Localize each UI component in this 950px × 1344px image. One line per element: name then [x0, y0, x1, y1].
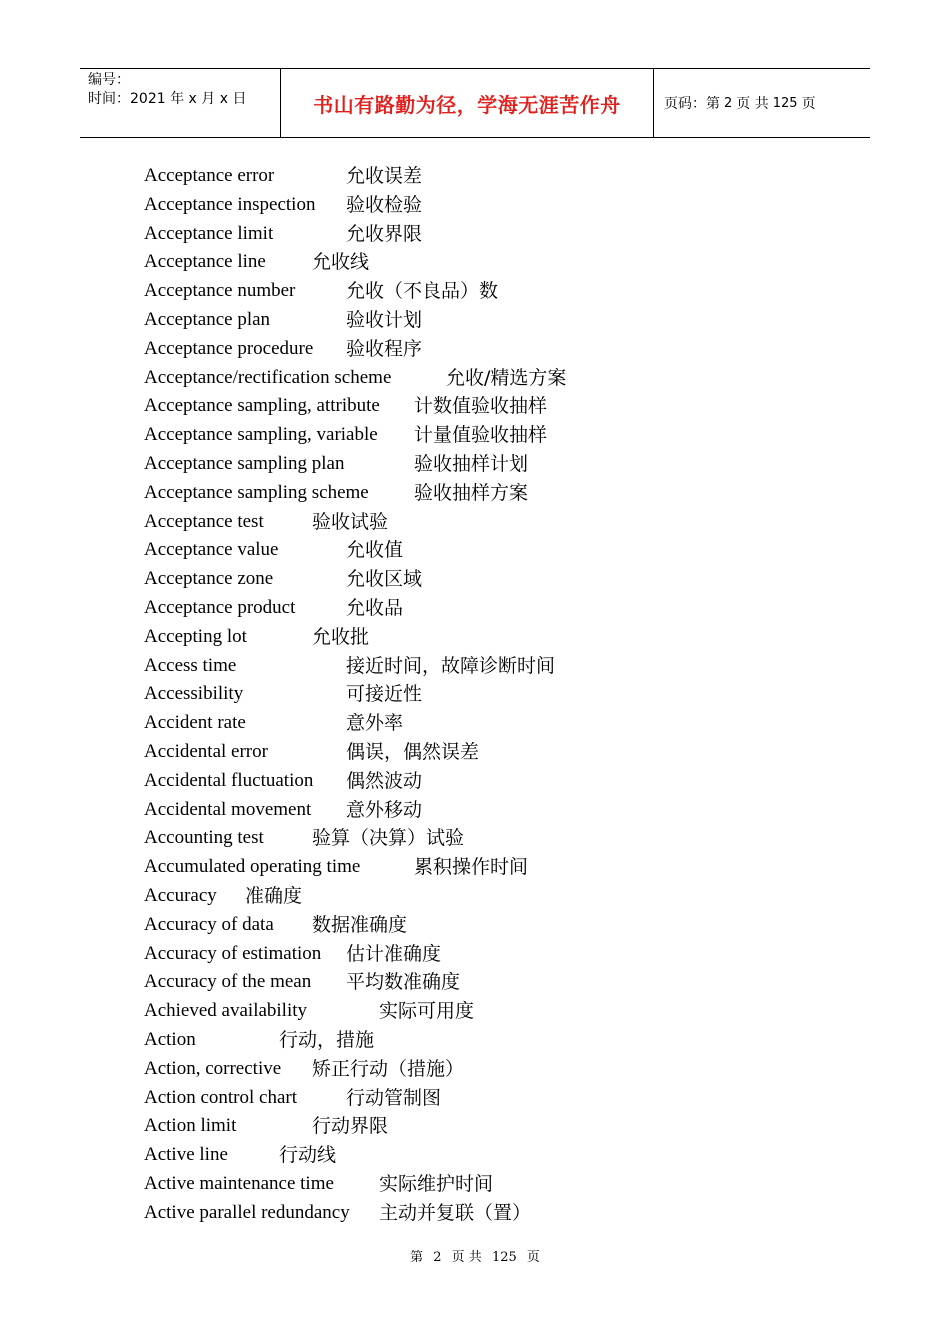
- footer-total: 125: [491, 1250, 517, 1265]
- entry-term: Acceptance plan: [144, 308, 271, 330]
- glossary-entry: [144, 479, 844, 508]
- header-meta: [80, 69, 281, 137]
- entry-term: Acceptance zone: [144, 568, 274, 590]
- glossary-entry: [144, 306, 844, 335]
- page-mid: 页 共: [736, 96, 769, 112]
- entry-translation: 允收品: [346, 596, 404, 619]
- glossary-entry: [144, 882, 844, 911]
- entry-term: Action limit: [144, 1115, 237, 1137]
- entry-term: Accumulated operating time: [144, 856, 361, 878]
- glossary-entry: [144, 191, 844, 220]
- glossary-entry: [144, 1026, 844, 1055]
- entry-translation: 准确度: [245, 884, 303, 907]
- entry-term: Accessibility: [144, 683, 244, 705]
- motto-text: 书山有路勤为径，学海无涯苦作舟: [313, 92, 621, 117]
- glossary-entry: [144, 277, 844, 306]
- entry-translation: 计量值验收抽样: [414, 424, 548, 447]
- entry-translation: 行动线: [279, 1144, 337, 1167]
- page-current: 2: [724, 95, 733, 111]
- entry-term: Accidental error: [144, 740, 268, 762]
- entry-translation: 验收检验: [346, 193, 423, 216]
- entry-translation: 验收抽样计划: [414, 452, 529, 475]
- header-page-info: [654, 69, 870, 137]
- glossary-entry: [144, 565, 844, 594]
- entry-translation: 意外移动: [346, 798, 423, 821]
- entry-translation: 验收试验: [312, 510, 389, 533]
- glossary-entry: [144, 940, 844, 969]
- entry-translation: 行动界限: [312, 1115, 389, 1138]
- glossary-entry: [144, 680, 844, 709]
- page-header: [80, 68, 870, 138]
- glossary-entry: [144, 162, 844, 191]
- glossary-entry: [144, 1112, 844, 1141]
- page-suffix: 页: [801, 96, 816, 112]
- glossary-entry: [144, 997, 844, 1026]
- entry-translation: 允收值: [346, 539, 404, 562]
- entry-term: Acceptance error: [144, 165, 275, 186]
- entry-translation: 验收计划: [346, 308, 423, 331]
- entry-term: Acceptance/rectification scheme: [144, 366, 392, 388]
- entry-translation: 验收程序: [346, 337, 423, 360]
- glossary-entry: [144, 335, 844, 364]
- glossary-entry: [144, 796, 844, 825]
- glossary-entry: [144, 508, 844, 537]
- entry-term: Acceptance procedure: [144, 337, 314, 359]
- glossary-entry: [144, 364, 844, 393]
- entry-term: Accuracy of estimation: [144, 942, 322, 964]
- entry-term: Accidental movement: [144, 798, 312, 820]
- entry-term: Achieved availability: [144, 1000, 308, 1022]
- entry-term: Acceptance number: [144, 280, 296, 302]
- glossary-entry: [144, 248, 844, 277]
- glossary-list: [144, 162, 844, 1227]
- glossary-entry: [144, 824, 844, 853]
- entry-term: Acceptance line: [144, 251, 266, 273]
- entry-term: Accuracy: [144, 884, 217, 906]
- footer-current: 2: [433, 1250, 442, 1265]
- entry-translation: 意外率: [346, 712, 404, 735]
- entry-translation: 验算（决算）试验: [312, 827, 465, 850]
- entry-translation: 行动，措施: [279, 1028, 375, 1051]
- entry-term: Acceptance product: [144, 596, 296, 618]
- entry-translation: 允收批: [312, 625, 370, 648]
- entry-translation: 计数值验收抽样: [414, 395, 548, 418]
- entry-term: Active line: [144, 1144, 228, 1166]
- entry-term: Acceptance inspection: [144, 193, 316, 215]
- entry-term: Accident rate: [144, 712, 246, 734]
- entry-translation: 验收抽样方案: [414, 481, 529, 504]
- glossary-entry: [144, 594, 844, 623]
- entry-term: Action: [144, 1028, 196, 1050]
- entry-translation: 允收/精选方案: [446, 366, 567, 389]
- entry-translation: 实际可用度: [379, 1000, 475, 1023]
- entry-translation: 偶误，偶然误差: [346, 740, 480, 763]
- glossary-entry: [144, 536, 844, 565]
- entry-term: Acceptance value: [144, 539, 279, 561]
- entry-translation: 累积操作时间: [414, 856, 529, 879]
- entry-term: Action, corrective: [144, 1057, 282, 1079]
- entry-term: Accidental fluctuation: [144, 769, 314, 791]
- footer-mid: 页 共: [451, 1250, 482, 1265]
- entry-translation: 允收线: [312, 251, 370, 274]
- entry-translation: 估计准确度: [346, 942, 442, 965]
- glossary-entry: [144, 968, 844, 997]
- serial-label: 编号：: [88, 72, 130, 88]
- entry-term: Action control chart: [144, 1086, 298, 1108]
- glossary-entry: [144, 220, 844, 249]
- footer-suffix: 页: [526, 1250, 540, 1265]
- glossary-entry: [144, 1055, 844, 1084]
- entry-translation: 允收区域: [346, 568, 423, 591]
- entry-term: Acceptance test: [144, 510, 264, 532]
- glossary-entry: [144, 767, 844, 796]
- glossary-entry: [144, 738, 844, 767]
- entry-term: Acceptance sampling plan: [144, 452, 345, 474]
- page-footer: [0, 1246, 950, 1265]
- entry-translation: 数据准确度: [312, 913, 408, 936]
- page-prefix: 页码：第: [664, 96, 720, 112]
- entry-translation: 实际维护时间: [379, 1172, 494, 1195]
- glossary-entry: [144, 392, 844, 421]
- glossary-entry: [144, 1170, 844, 1199]
- entry-translation: 平均数准确度: [346, 971, 461, 994]
- entry-term: Acceptance limit: [144, 222, 274, 244]
- entry-translation: 矫正行动（措施）: [312, 1057, 465, 1080]
- entry-translation: 允收误差: [346, 165, 423, 187]
- page-total: 125: [772, 95, 798, 111]
- entry-translation: 主动并复联（置）: [379, 1201, 532, 1224]
- entry-term: Active maintenance time: [144, 1172, 334, 1194]
- entry-term: Acceptance sampling, attribute: [144, 395, 380, 417]
- glossary-entry: [144, 1141, 844, 1170]
- glossary-entry: [144, 709, 844, 738]
- entry-translation: 允收界限: [346, 222, 423, 245]
- entry-term: Accepting lot: [144, 625, 247, 647]
- glossary-entry: [144, 1199, 844, 1228]
- entry-translation: 接近时间，故障诊断时间: [346, 654, 556, 677]
- glossary-entry: [144, 623, 844, 652]
- glossary-entry: [144, 1084, 844, 1113]
- date-label: 时间：2021 年 x 月 x 日: [88, 91, 247, 107]
- entry-translation: 允收（不良品）数: [346, 280, 499, 303]
- entry-term: Acceptance sampling scheme: [144, 481, 369, 503]
- glossary-entry: [144, 450, 844, 479]
- entry-term: Accuracy of the mean: [144, 971, 312, 993]
- entry-term: Accounting test: [144, 827, 264, 849]
- entry-translation: 可接近性: [346, 683, 423, 706]
- glossary-entry: [144, 853, 844, 882]
- footer-prefix: 第: [410, 1250, 424, 1265]
- glossary-entry: [144, 911, 844, 940]
- entry-term: Access time: [144, 654, 237, 676]
- glossary-entry: [144, 421, 844, 450]
- entry-translation: 行动管制图: [346, 1086, 442, 1109]
- entry-translation: 偶然波动: [346, 769, 423, 792]
- entry-term: Accuracy of data: [144, 913, 274, 935]
- header-motto-cell: [281, 69, 654, 137]
- glossary-entry: [144, 652, 844, 681]
- entry-term: Active parallel redundancy: [144, 1201, 350, 1223]
- entry-term: Acceptance sampling, variable: [144, 424, 378, 446]
